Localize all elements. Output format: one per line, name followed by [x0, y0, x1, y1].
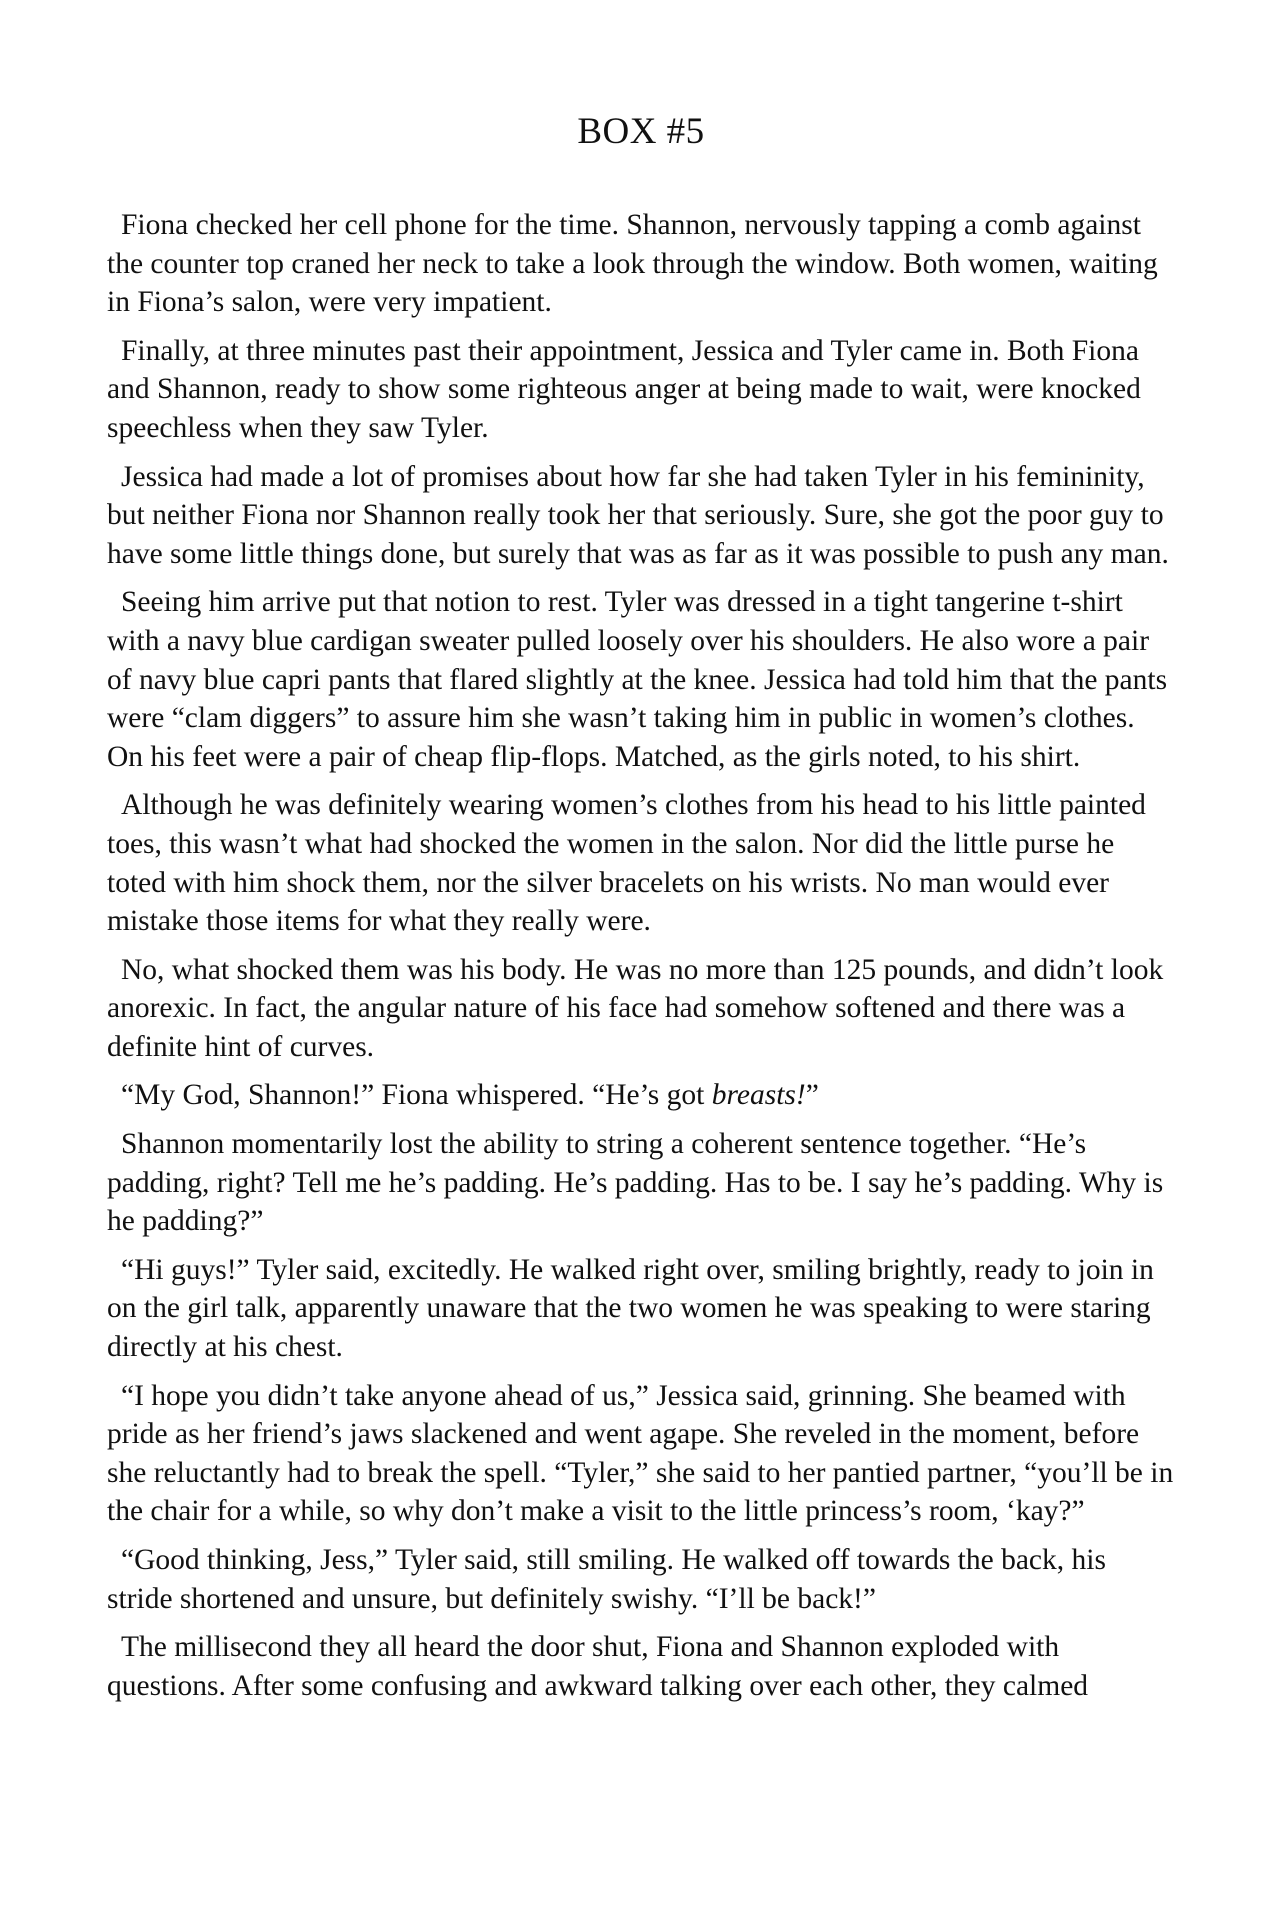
- paragraph-11: “Good thinking, Jess,” Tyler said, still smiling. He walked off towards the back, his stride shortened and unsure, but definitely swishy. “I’ll be back!”: [107, 1544, 1106, 1615]
- paragraph-1: Fiona checked her cell phone for the time. Shannon, nervously tapping a comb against the counter top craned her neck to take a look through the window. Both women, waiting in Fiona’s salon, were very impatient.: [107, 209, 1158, 319]
- chapter-title: BOX #5: [577, 111, 705, 152]
- paragraph-3: Jessica had made a lot of promises about how far she had taken Tyler in his femininity, but neither Fiona nor Shannon really took her that seriously. Sure, she got the poor guy to have some little things done, but surely that was as far as it was possible to push any man.: [107, 460, 1169, 570]
- paragraph-2: Finally, at three minutes past their appointment, Jessica and Tyler came in. Both Fiona and Shannon, ready to show some righteous anger at being made to wait, were knocked speechless when they saw Tyler.: [107, 334, 1141, 444]
- paragraph-4: Seeing him arrive put that notion to rest. Tyler was dressed in a tight tangerine t-shirt with a navy blue cardigan sweater pulled loosely over his shoulders. He also wore a pair of navy blue capri pants that flared slightly at the knee. Jessica had told him that the pants were “clam diggers” to assure him she wasn’t taking him in public in women’s clothes. On his feet were a pair of cheap flip-flops. Matched, as the girls noted, to his shirt.: [107, 586, 1168, 773]
- paragraph-10: “I hope you didn’t take anyone ahead of us,” Jessica said, grinning. She beamed with pride as her friend’s jaws slackened and went agape. She reveled in the moment, before she reluctantly had to break the spell. “Tyler,” she said to her pantied partner, “you’ll be in the chair for a while, so why don’t make a visit to the little princess’s room, ‘kay?”: [107, 1379, 1174, 1528]
- paragraph-7-text-after: ”: [805, 1079, 819, 1112]
- paragraph-7-text-before: “My God, Shannon!” Fiona whispered. “He’s got: [121, 1079, 712, 1112]
- paragraph-5: Although he was definitely wearing women’s clothes from his head to his little painted toes, this wasn’t what had shocked the women in the salon. Nor did the little purse he toted with him shock them, nor the silver bracelets on his wrists. No man would ever mistake those items for what they really were.: [107, 789, 1146, 938]
- paragraph-8: Shannon momentarily lost the ability to string a coherent sentence together. “He’s padding, right? Tell me he’s padding. He’s padding. Has to be. I say he’s padding. Why is he padding?”: [107, 1128, 1164, 1238]
- paragraph-7-emphasis: breasts!: [711, 1079, 806, 1112]
- chapter-body: [107, 206, 1175, 1705]
- paragraph-9: “Hi guys!” Tyler said, excitedly. He walked right over, smiling brightly, ready to join in on the girl talk, apparently unaware that the two women he was speaking to were staring directly at his chest.: [107, 1253, 1154, 1364]
- paragraph-7: [107, 1076, 1175, 1115]
- paragraph-12: The millisecond they all heard the door shut, Fiona and Shannon exploded with questions. After some confusing and awkward talking over each other, they calmed: [107, 1631, 1089, 1702]
- paragraph-6: No, what shocked them was his body. He was no more than 125 pounds, and didn’t look anorexic. In fact, the angular nature of his face had somehow softened and there was a definite hint of curves.: [107, 953, 1164, 1063]
